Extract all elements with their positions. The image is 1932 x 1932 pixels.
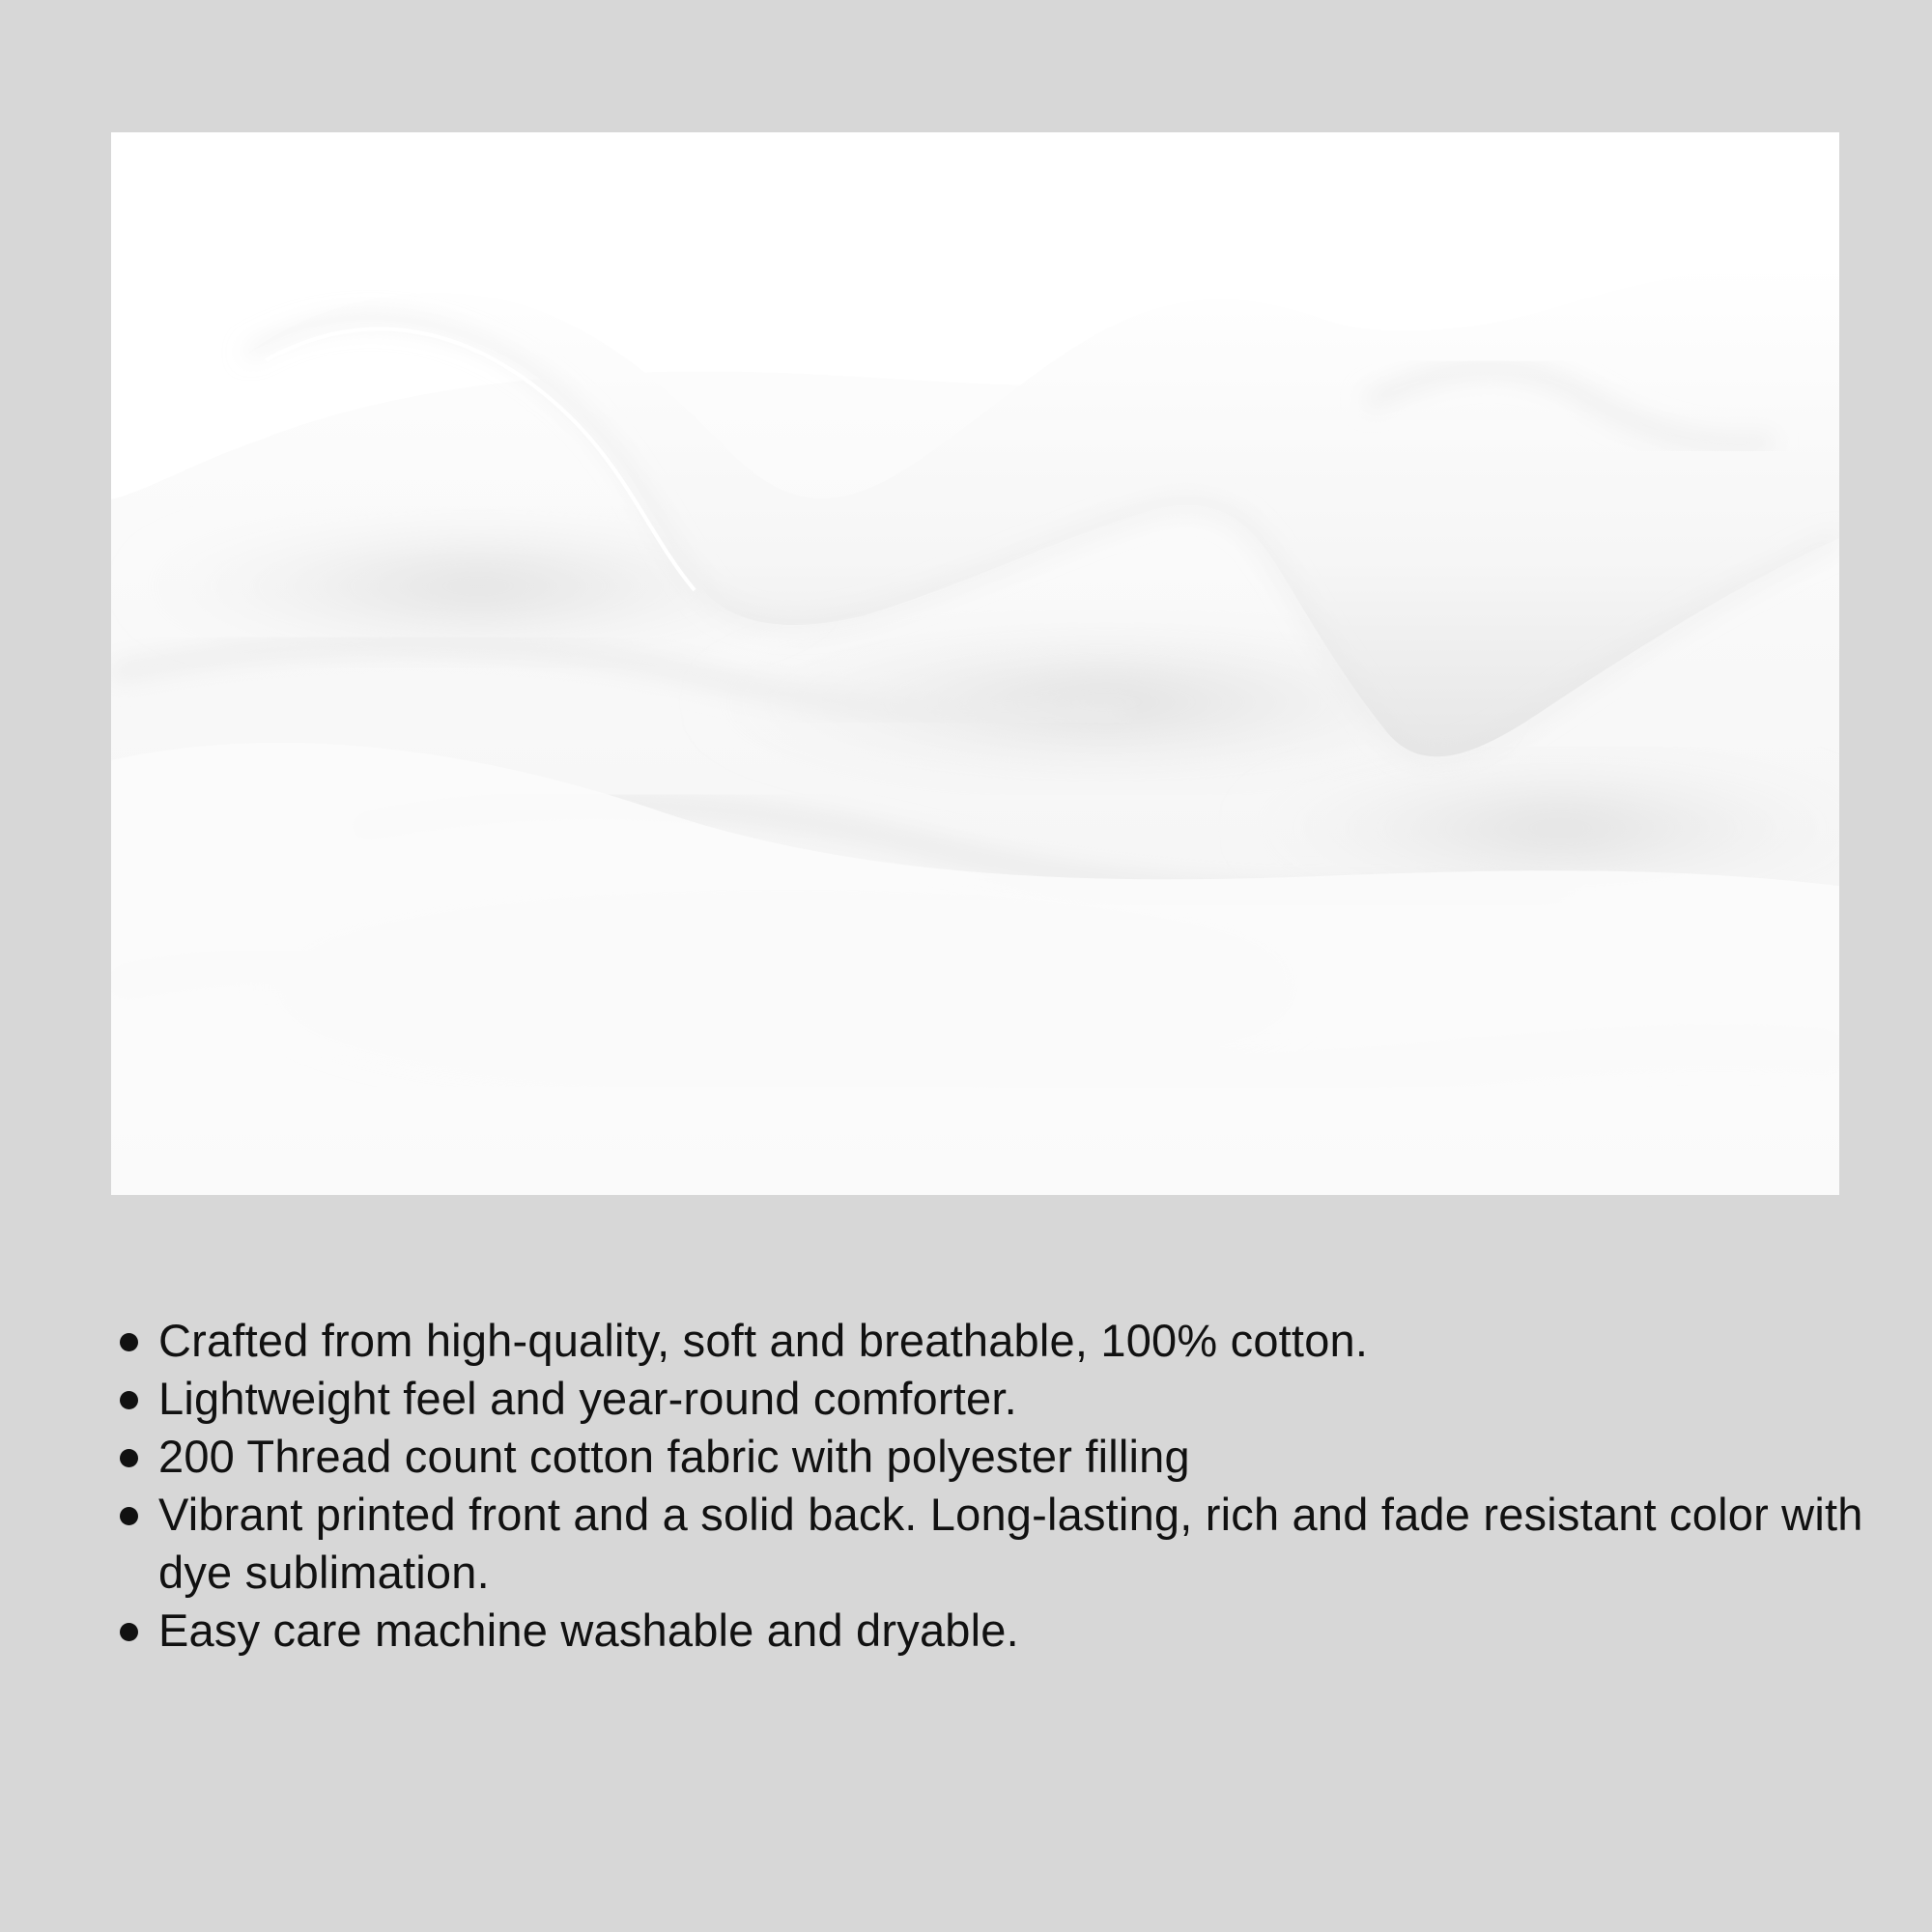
list-item [116,1370,1874,1428]
feature-text: Lightweight feel and year-round comforter. [158,1373,1017,1424]
bullet-dot-icon [120,1623,138,1641]
list-item [116,1602,1874,1660]
feature-text: 200 Thread count cotton fabric with polyester filling [158,1431,1190,1482]
list-item [116,1312,1874,1370]
list-item [116,1428,1874,1486]
list-item [116,1486,1874,1602]
feature-text: Vibrant printed front and a solid back. Long-lasting, rich and fade resistant color with dye sublimation. [158,1489,1863,1598]
product-photo [111,132,1839,1195]
feature-text: Crafted from high-quality, soft and breathable, 100% cotton. [158,1315,1369,1366]
feature-text: Easy care machine washable and dryable. [158,1605,1019,1656]
feature-list [116,1312,1874,1660]
bullet-dot-icon [120,1449,138,1467]
bullet-dot-icon [120,1333,138,1351]
comforter-image [111,132,1839,1195]
bullet-dot-icon [120,1391,138,1409]
bullet-dot-icon [120,1507,138,1525]
